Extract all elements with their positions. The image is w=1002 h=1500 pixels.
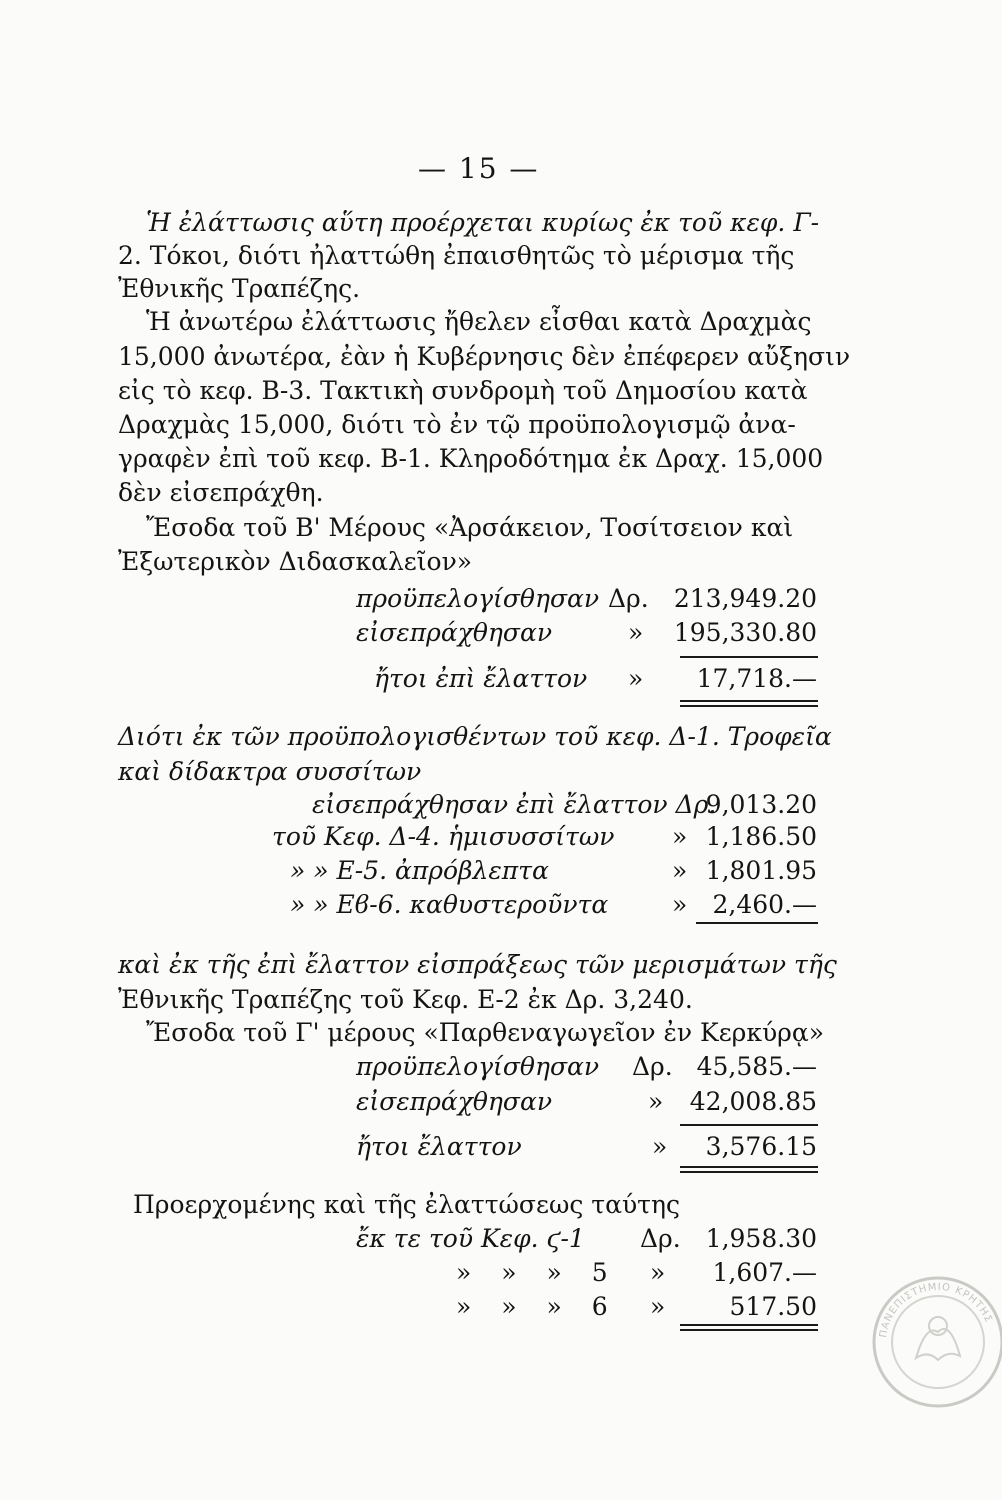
para2-line-1: Ἡ ἀνωτέρω ἐλάττωσις ἤθελεν εἶσθαι κατὰ Δραχμὰς [146, 307, 812, 336]
section-e-row-2-amount: 1,607.— [712, 1258, 817, 1287]
section-d-row-4-amount: 2,460.— [712, 890, 817, 919]
section-d-row-2-unit: » [672, 822, 688, 851]
section-b-row-3-unit: » [628, 664, 644, 693]
section-c-heading: Ἔσοδα τοῦ Γ' μέρους «Παρθεναγωγεῖον ἐν Κερκύρᾳ» [146, 1018, 825, 1047]
section-c-row-1-amount: 45,585.— [696, 1052, 817, 1081]
para2-line-3: εἰς τὸ κεφ. Β-3. Τακτικὴ συνδρομὴ τοῦ Δημοσίου κατὰ [118, 376, 808, 405]
para4-line-2: Ἐθνικῆς Τραπέζης τοῦ Κεφ. Ε-2 ἐκ Δρ. 3,240. [118, 985, 693, 1014]
page-number: — 15 — [418, 152, 540, 185]
section-e-row-1-unit: Δρ. [640, 1224, 681, 1253]
para2-line-4: Δραχμὰς 15,000, διότι τὸ ἐν τῷ προϋπολογισμῷ ἀνα- [118, 410, 796, 439]
section-b-sum-rule [680, 656, 818, 658]
section-e-row-1-amount: 1,958.30 [705, 1224, 817, 1253]
section-d-row-3-label: » » Ε-5. ἀπρόβλεπτα [290, 856, 549, 885]
seal-text: ΠΑΝΕΠΙΣΤΗΜΙΟ ΚΡΗΤΗΣ [878, 1281, 995, 1339]
section-b-heading-line-1: Ἔσοδα τοῦ Β' Μέρους «Ἀρσάκειον, Τοσίτσειον καὶ [146, 513, 794, 542]
para1-line-1: Ἡ ἐλάττωσις αὕτη προέρχεται κυρίως ἐκ τοῦ κεφ. Γ- [146, 208, 820, 237]
section-c-row-1-label: προϋπελογίσθησαν [356, 1052, 600, 1081]
section-c-sum-rule [680, 1124, 818, 1126]
section-b-total-double-rule [680, 700, 818, 707]
section-b-row-3-label: ἤτοι ἐπὶ ἔλαττον [374, 664, 588, 693]
section-d-sum-rule [696, 922, 818, 924]
section-e-row-3-unit: » [650, 1292, 666, 1321]
section-e-row-3-label: » » » 6 [456, 1292, 608, 1321]
section-b-row-1-label: προϋπελογίσθησαν [356, 584, 600, 613]
section-c-row-2-amount: 42,008.85 [689, 1087, 817, 1116]
section-d-row-3-amount: 1,801.95 [705, 856, 817, 885]
section-b-row-1-unit: Δρ. [608, 584, 649, 613]
section-e-total-double-rule [680, 1324, 818, 1331]
section-c-row-3-unit: » [652, 1132, 668, 1161]
para1-line-3: Ἐθνικῆς Τραπέζης. [118, 274, 361, 303]
para1-line-2: 2. Τόκοι, διότι ἠλαττώθη ἐπαισθητῶς τὸ μέρισμα τῆς [118, 241, 795, 270]
section-d-row-1-amount: 9,013.20 [705, 790, 817, 819]
section-b-row-1-amount: 213,949.20 [673, 584, 817, 613]
section-e-row-2-label: » » » 5 [456, 1258, 608, 1287]
section-e-row-1-label: ἔκ τε τοῦ Κεφ. ϛ-1 [356, 1224, 585, 1253]
section-d-row-2-amount: 1,186.50 [705, 822, 817, 851]
section-c-row-2-unit: » [648, 1087, 664, 1116]
section-b-row-3-amount: 17,718.— [696, 664, 817, 693]
section-d-row-1-label: εἰσεπράχθησαν ἐπὶ ἔλαττον Δρ. [312, 790, 717, 819]
para5: Προερχομένης καὶ τῆς ἐλαττώσεως ταύτης [133, 1190, 680, 1219]
section-c-total-double-rule [680, 1166, 818, 1173]
section-d-row-4-label: » » Εϐ-6. καθυστεροῦντα [290, 890, 609, 919]
section-b-heading-line-2: Ἐξωτερικὸν Διδασκαλεῖον» [118, 547, 473, 576]
para4-line-1: καὶ ἐκ τῆς ἐπὶ ἔλαττον εἰσπράξεως τῶν μερισμάτων τῆς [118, 950, 837, 979]
university-library-stamp [868, 1272, 1002, 1412]
section-c-row-3-label: ἤτοι ἔλαττον [356, 1132, 522, 1161]
section-e-row-2-unit: » [650, 1258, 666, 1287]
section-c-row-2-label: εἰσεπράχθησαν [356, 1087, 553, 1116]
para3-line-1: Διότι ἐκ τῶν προϋπολογισθέντων τοῦ κεφ. Δ-1. Τροφεῖα [118, 722, 832, 751]
section-d-row-2-label: τοῦ Κεφ. Δ-4. ἡμισυσσίτων [272, 822, 615, 851]
section-b-row-2-unit: » [628, 618, 644, 647]
section-e-row-3-amount: 517.50 [729, 1292, 817, 1321]
section-c-row-1-unit: Δρ. [632, 1052, 673, 1081]
section-b-row-2-label: εἰσεπράχθησαν [356, 618, 553, 647]
para2-line-6: δὲν εἰσεπράχθη. [118, 478, 324, 507]
para3-line-2: καὶ δίδακτρα συσσίτων [118, 757, 422, 786]
section-d-row-3-unit: » [672, 856, 688, 885]
section-d-row-4-unit: » [672, 890, 688, 919]
section-c-row-3-amount: 3,576.15 [705, 1132, 817, 1161]
para2-line-5: γραφὲν ἐπὶ τοῦ κεφ. Β-1. Κληροδότημα ἐκ Δραχ. 15,000 [118, 444, 824, 473]
section-b-row-2-amount: 195,330.80 [673, 618, 817, 647]
para2-line-2: 15,000 ἀνωτέρα, ἐὰν ἡ Κυβέρνησις δὲν ἐπέφερεν αὔξησιν [118, 342, 851, 371]
